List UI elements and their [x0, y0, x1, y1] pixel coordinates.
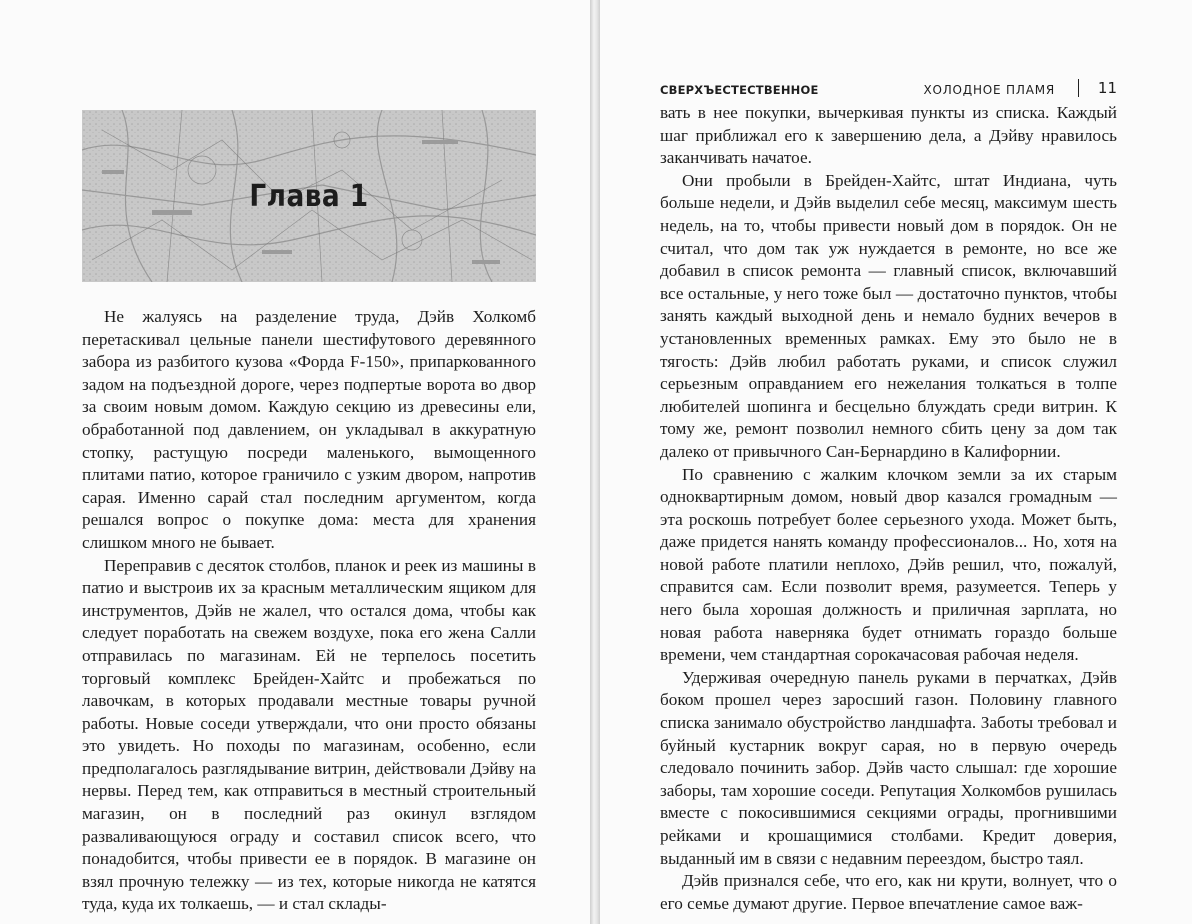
paragraph: Удерживая очередную панель руками в перчатках, Дэйв боком прошел через заросший газон. Половину главного списка занимало обустройство ландшафта. Заботы требовал и буйный кустарник вокруг сарая, но в первую очередь следовало починить забор. Дэйв часто слышал: где хорошие заборы, там хорошие соседи. Репутация Холкомбов рушилась вместе с покосившимися секциями ограды, прогнившими рейками и крошащимися столбами. Кредит доверия, выданный им в связи с недавним переездом, быстро таял. [660, 667, 1117, 868]
header-divider [1078, 79, 1080, 97]
left-page [0, 0, 590, 924]
right-body-text [660, 102, 1117, 915]
left-body-text [82, 306, 536, 916]
paragraph-continuation: вать в нее покупки, вычеркивая пункты из списка. Каждый шаг приближал его к завершению дела, а Дэйву нравилось заканчивать начатое. [660, 103, 1117, 168]
paragraph: Дэйв признался себе, что его, как ни крути, волнует, что о его семье думают другие. Первое впечатление самое важ- [660, 871, 1117, 913]
chapter-banner [82, 110, 536, 282]
chapter-title: Глава 1 [249, 178, 369, 214]
running-head [660, 80, 1117, 100]
paragraph: Переправив с десяток столбов, планок и реек из машины в патио и выстроив их за красным металлическим ящиком для инструментов, Дэйв не жалел, что остался дома, чтобы как следует поработать на свежем воздухе, пока его жена Салли отправилась по магазинам. Ей не терпелось посетить торговый комплекс Брейден-Хайтс и пробежаться по лавочкам, в которых продавали местные товары ручной работы. Новые соседи утверждали, что они просто обязаны это увидеть. Но походы по магазинам, особенно, если предполагалось разглядывание витрин, действовали Дэйву на нервы. Перед тем, как отправиться в местный строительный магазин, он в последний раз окинул взглядом разваливающуюся ограду и составил список всего, что понадобится, чтобы привести ее в порядок. В магазине он взял прочную тележку — из тех, которые никогда не катятся туда, куда их толкаешь, — и стал склады- [82, 555, 536, 914]
series-title: СВЕРХЪЕСТЕСТВЕННОЕ [660, 83, 819, 97]
paragraph: По сравнению с жалким клочком земли за их старым одноквартирным домом, новый двор казался громадным — эта роскошь потребует более серьезного ухода. Может быть, даже придется нанять команду профессионалов... Но, хотя на новой работе платили неплохо, Дэйв решил, что, пожалуй, справится сам. Если позволит время, разумеется. Теперь у него была хорошая должность и приличная зарплата, но новая работа наверняка будет отнимать гораздо больше времени, чем стандартная сорокачасовая рабочая неделя. [660, 464, 1117, 665]
paragraph: Не жалуясь на разделение труда, Дэйв Холкомб перетаскивал цельные панели шестифутового деревянного забора из разбитого кузова «Форда F-150», припаркованного задом на подъездной дороге, через подпертые ворота во двор за своим новым домом. Каждую секцию из древесины ели, обработанной под давлением, он укладывал в аккуратную стопку, растущую посреди маленького, вымощенного плитами патио, которое граничило с узким двором, напротив сарая. Именно сарай стал последним аргументом, когда решался вопрос о покупке дома: места для хранения слишком много не бывает. [82, 307, 536, 552]
paragraph: Они пробыли в Брейден-Хайтс, штат Индиана, чуть больше недели, и Дэйв выделил себе месяц, максимум шесть недель, на то, чтобы привести новый дом в порядок. Он не считал, что дом так уж нуждается в ремонте, но все же добавил в список ремонта — главный список, включавший все остальные, у него тоже был — достаточно пунктов, чтобы занять каждый выходной день и немало будних вечеров в установленных временных рамках. Ему это было не в тягость: Дэйв любил работать руками, и список служил серьезным оправданием его нежелания толкаться в толпе любителей шопинга и бесцельно блуждать среди витрин. К тому же, ремонт позволил немного сбить цену за дом так далеко от привычного Сан-Бернардино в Калифорнии. [660, 170, 1117, 461]
book-title: ХОЛОДНОЕ ПЛАМЯ [923, 83, 1055, 97]
right-page [600, 0, 1192, 924]
book-gutter [590, 0, 600, 924]
page-number: 11 [1097, 79, 1117, 97]
